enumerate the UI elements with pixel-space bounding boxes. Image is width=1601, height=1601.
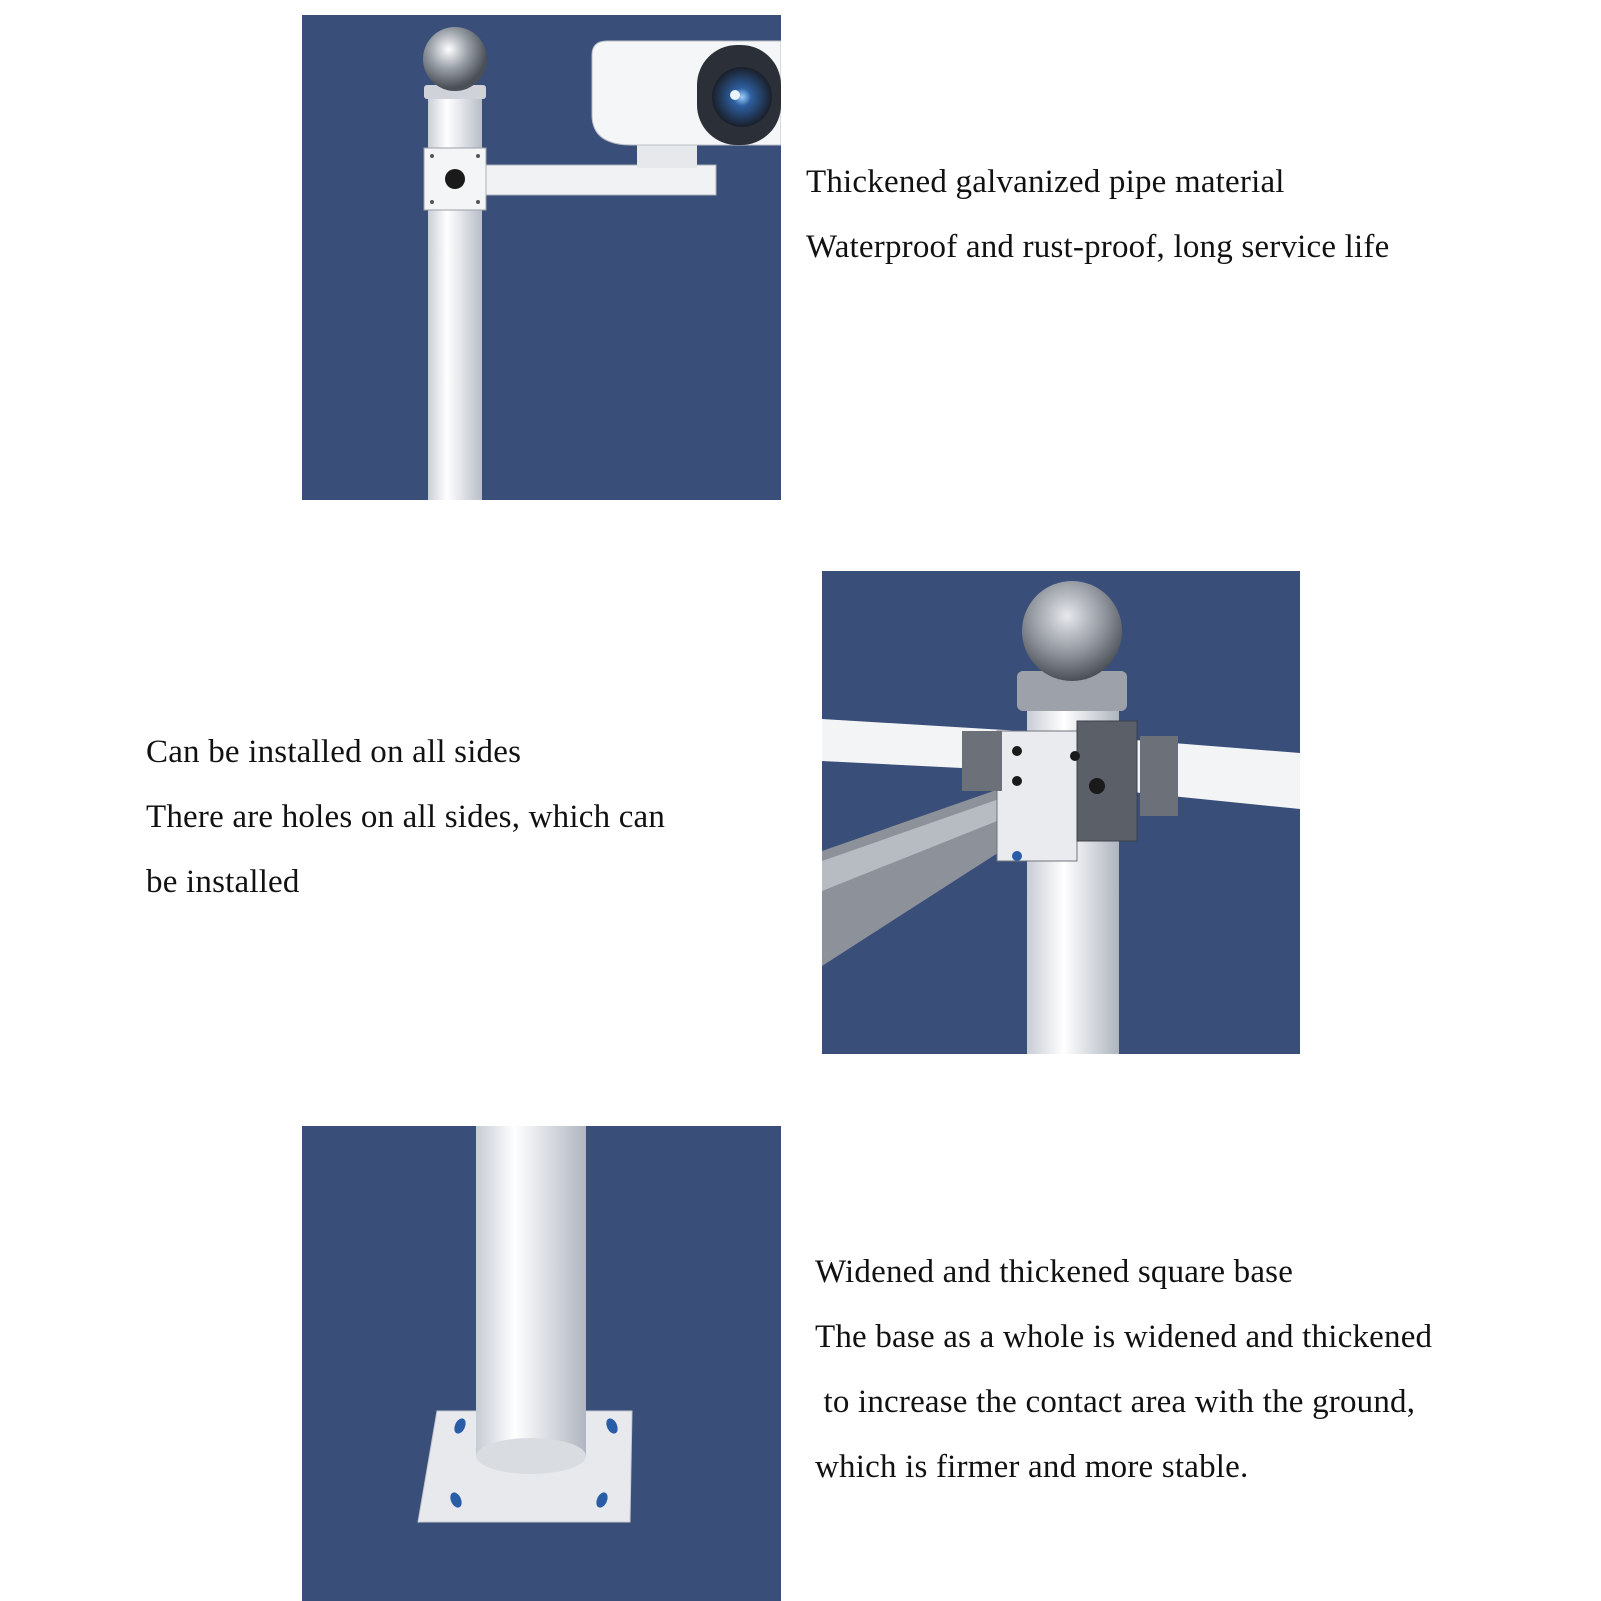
four-side-bracket-icon bbox=[822, 571, 1300, 1054]
feature-heading: Widened and thickened square base bbox=[815, 1254, 1294, 1290]
feature-detail: which is firmer and more stable. bbox=[815, 1449, 1249, 1485]
feature-heading: Thickened galvanized pipe material bbox=[806, 164, 1285, 200]
feature-detail: There are holes on all sides, which can bbox=[146, 799, 666, 835]
camera-pole-image bbox=[302, 15, 781, 500]
pipe-material-description bbox=[806, 150, 1389, 280]
bracket-image bbox=[822, 571, 1300, 1054]
feature-heading: Can be installed on all sides bbox=[146, 734, 522, 770]
feature-detail: The base as a whole is widened and thickened bbox=[815, 1319, 1433, 1355]
square-base-icon bbox=[302, 1126, 781, 1601]
feature-detail: be installed bbox=[146, 864, 300, 900]
square-base-image bbox=[302, 1126, 781, 1601]
feature-detail: Waterproof and rust-proof, long service life bbox=[806, 229, 1390, 265]
base-description bbox=[815, 1240, 1432, 1500]
installation-description bbox=[146, 720, 665, 915]
camera-pole-icon bbox=[302, 15, 781, 500]
feature-detail: to increase the contact area with the ground, bbox=[815, 1384, 1416, 1420]
